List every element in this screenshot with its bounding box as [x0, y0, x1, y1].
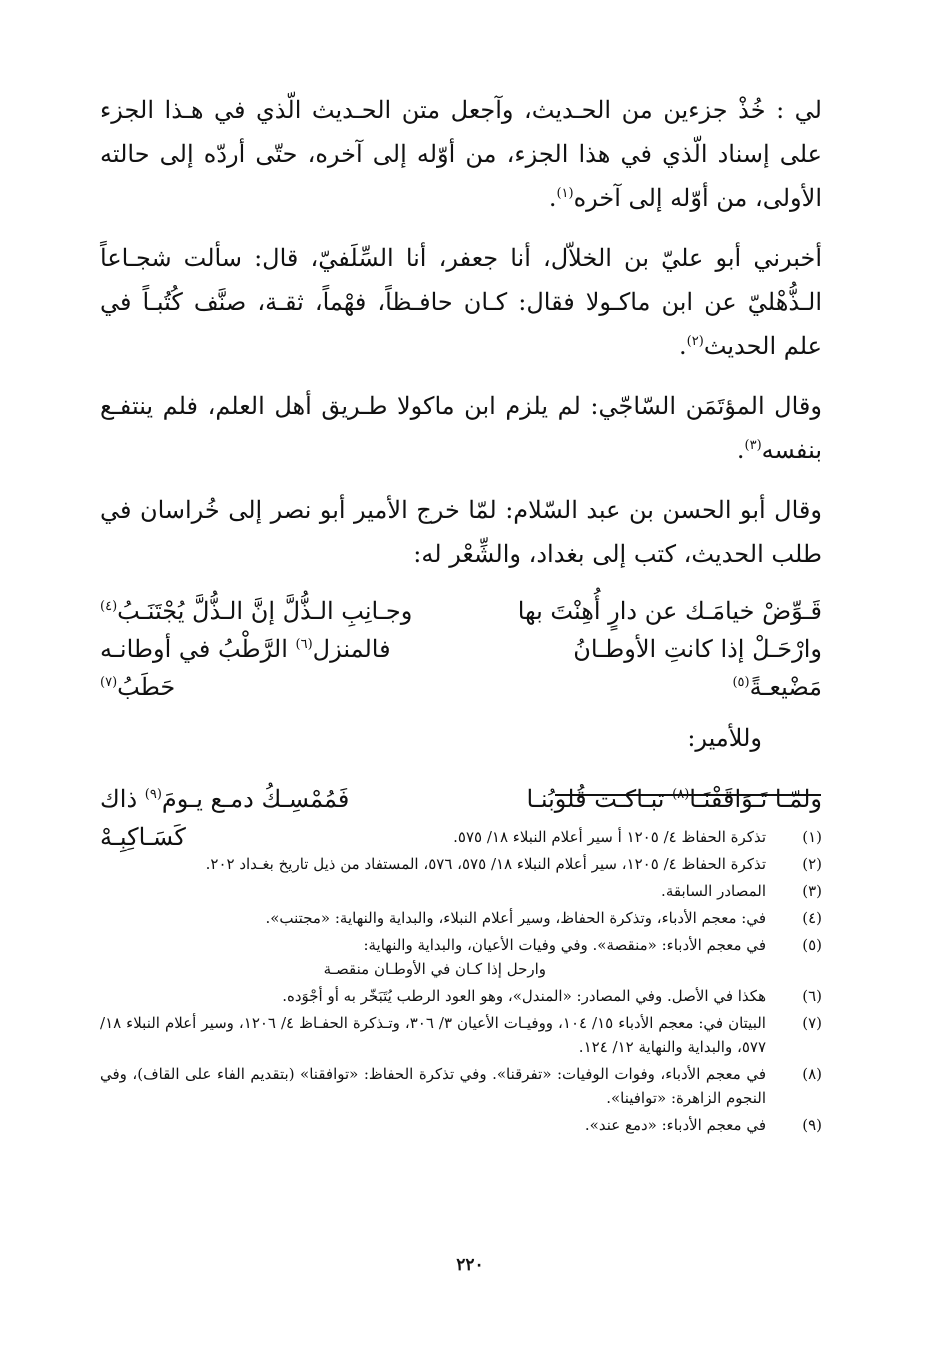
first-hemistich: [482, 592, 822, 630]
paragraph-2-text: أخبرني أبو عليّ بن الخلاّل، أنا جعفر، أنا السِّلَفيّ، قال: سألت شجـاعاً الـذُّهْليّ عن ابن ماكـولا فقال: كـان حافـظاً، فهْماً، ثقـة، صنَّف كُتُبـاً في علم الحديث: [100, 244, 823, 360]
paragraph-4: [100, 488, 822, 576]
footnote-ref: (٩): [144, 787, 162, 802]
footnote-number: (٢): [802, 855, 822, 873]
hemistich-text: وجـانِبِ الـذُّلَّ إنَّ الـذُّلَّ يُجْتَنَـبُ: [117, 597, 413, 625]
footnote: [100, 879, 822, 903]
footnote: [100, 1062, 822, 1110]
footnote-number: (٤): [802, 909, 822, 927]
footnote-ref: (١): [556, 186, 574, 201]
page-number: ٢٢٠: [456, 1255, 484, 1275]
hemistich-text: فالمنزل: [312, 635, 391, 663]
period: .: [736, 436, 745, 464]
footnotes: [100, 825, 822, 1140]
footnote-ref: (٨): [672, 787, 690, 802]
footnote-ref: (٣): [744, 438, 762, 453]
footnote: [100, 1113, 822, 1137]
footnote: [100, 906, 822, 930]
footnote-number: (٣): [802, 882, 822, 900]
poem: [100, 592, 822, 706]
paragraph-1-text: لي : خُذْ جزءين من الحـديث، وآجعل متن الحـديث الّذي في هـذا الجزء على إسناد الّذي في هذا الجزء، من أوّله إلى آخره، حتّى أردّه إلى حالته الأولى، من أوّله إلى آخره: [100, 96, 822, 212]
paragraph-2: [100, 236, 822, 368]
paragraph-3-text: وقال المؤتَمَن السّاجّي: لم يلزم ابن ماكولا طـريق أهل العلم، فلم ينتفـع بنفسه: [100, 392, 822, 464]
footnote-number: (٥): [802, 936, 822, 954]
period: .: [679, 332, 687, 360]
footnote-number: (٦): [802, 987, 822, 1005]
footnote-ref: (٦): [295, 637, 313, 652]
footnote-divider: [555, 794, 821, 796]
verse-line: [100, 592, 822, 630]
footnote-text-body: في معجم الأدباء: «منقصة». وفي وفيات الأعيان، والبداية والنهاية:: [363, 936, 766, 954]
footnote-verse: وارحل إذا كـان في الأوطـان منقصـة: [323, 960, 546, 978]
footnote-ref: (٧): [100, 675, 118, 690]
hemistich-text: الرَّطْبُ في أوطانـه حَطَبُ: [100, 635, 296, 701]
footnote-ref: (٢): [686, 334, 704, 349]
footnote-number: (٧): [802, 1014, 822, 1032]
footnote-text: المصادر السابقة.: [661, 882, 766, 900]
footnote: [100, 825, 822, 849]
paragraph-1: [100, 88, 822, 220]
footnote-text: في: معجم الأدباء، وتذكرة الحفاظ، وسير أعلام النبلاء، والبداية والنهاية: «مجتنب».: [265, 909, 766, 927]
period: .: [548, 184, 557, 212]
hemistich-text: ذاك كَسَـاكِبِـهْ: [100, 785, 186, 851]
hemistich-text: فَمُمْسِـكُ دمـع يـومَ: [161, 785, 350, 813]
footnote-ref: (٥): [732, 675, 750, 690]
footnote-text: في معجم الأدباء: «دمع عند».: [584, 1116, 766, 1134]
hemistich-text: ولمّـا تَـوَاقَفْنَـا: [689, 785, 822, 813]
footnote: [100, 852, 822, 876]
footnote-text: البيتان في: معجم الأدباء ١٥/ ١٠٤، ووفيـات الأعيان ٣/ ٣٠٦، وتـذكرة الحفـاظ ٤/ ١٢٠٦، وسير أعلام النبلاء ١٨/ ٥٧٧، والبداية والنهاية ١٢/ ١٢٤.: [100, 1014, 766, 1056]
footnote: [100, 933, 822, 981]
sub-heading: وللأمير:: [687, 724, 762, 752]
footnote-text: في معجم الأدباء، وفوات الوفيات: «تفرقنا». وفي تذكرة الحفاظ: «توافقنا» (بتقديم الفاء على القاف)، وفي النجوم الزاهرة: «توافينا».: [100, 1065, 766, 1107]
footnote-number: (٨): [802, 1065, 822, 1083]
paragraph-3: [100, 384, 822, 472]
second-hemistich: [100, 630, 440, 706]
footnote-text: هكذا في الأصل. وفي المصادر: «المندل»، وهو العود الرطب يُتَبَخّر به أو أجْوَده.: [282, 987, 766, 1005]
footnote-text: [100, 933, 766, 981]
footnote-text: تذكرة الحفاظ ٤/ ١٢٠٥ أ سير أعلام النبلاء ١٨/ ٥٧٥.: [453, 828, 766, 846]
hemistich-text: قَـوِّضْ خيامَـك عن دارٍ أُهِنْتَ بها: [517, 597, 822, 625]
footnote-text: تذكرة الحفاظ ٤/ ١٢٠٥، سير أعلام النبلاء ١٨/ ٥٧٥، ٥٧٦، المستفاد من ذيل تاريخ بغـداد ٢٠٢.: [205, 855, 766, 873]
verse-line: [100, 630, 822, 706]
paragraph-4-text: وقال أبو الحسن بن عبد السّلام: لمّا خرج الأمير أبو نصر إلى خُراسان في طلب الحديث، كتب إلى بغداد، والشِّعْر له:: [100, 496, 822, 568]
footnote: [100, 984, 822, 1008]
main-text: [100, 88, 822, 856]
footnote: [100, 1011, 822, 1059]
footnote-number: (٩): [802, 1116, 822, 1134]
footnote-ref: (٤): [100, 599, 118, 614]
first-hemistich: [482, 630, 822, 706]
hemistich-text: تبـاكـت قُلوبُنـا: [526, 785, 673, 813]
hemistich-text: وارْحَـلْ إذا كانتِ الأوطـانُ مَضْيعـةً: [573, 635, 822, 701]
second-hemistich: [100, 592, 440, 630]
footnote-number: (١): [802, 828, 822, 846]
